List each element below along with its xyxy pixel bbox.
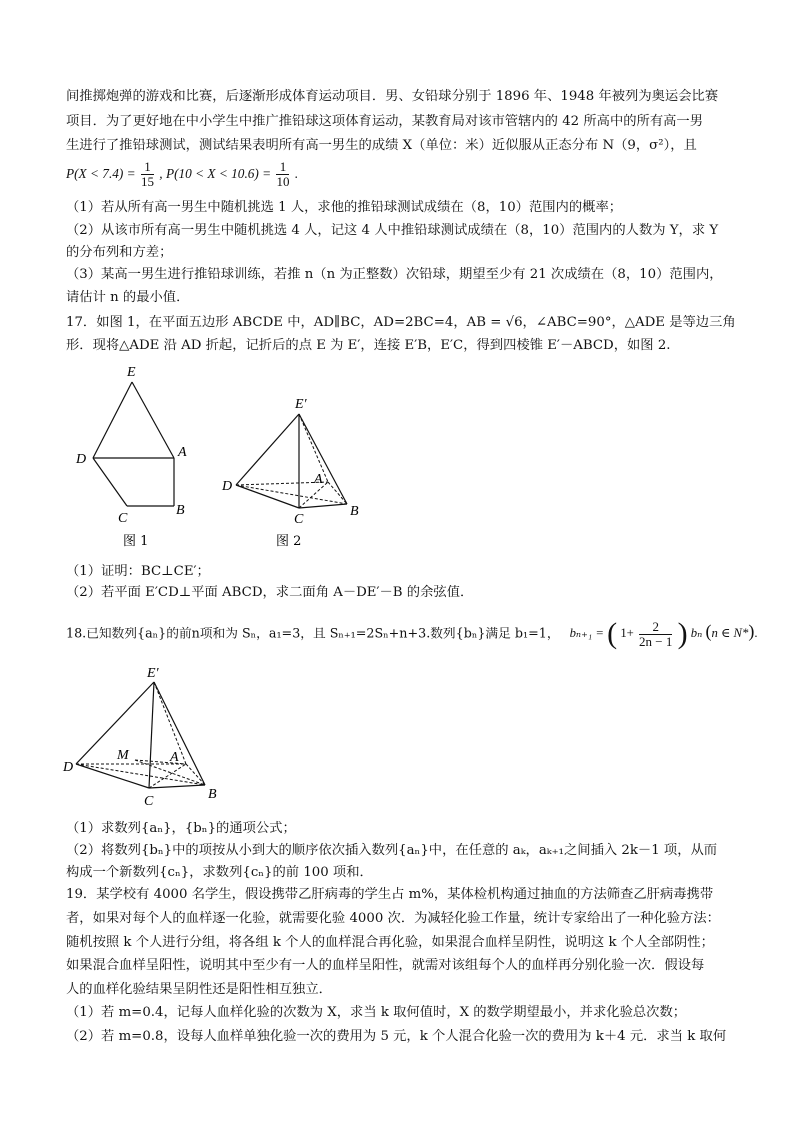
q19-line-1: 19．某学校有 4000 名学生，假设携带乙肝病毒的学生占 m%，某体检机构通过抽血的方法筛查乙肝病毒携带	[66, 887, 714, 902]
formula-p2-num: 1	[276, 160, 289, 175]
q17-sub-2: （2）若平面 E′CD⊥平面 ABCD，求二面角 A－DE′－B 的余弦值．	[66, 585, 474, 600]
q18-recurrence	[569, 617, 758, 651]
q18-paren-close: )	[677, 617, 688, 651]
fig3-label-m: M	[117, 748, 129, 763]
q16-sub-3: （3）某高一男生进行推铅球训练，若推 n（n 为正整数）次铅球，期望至少有 21 次成绩在（8，10）范围内，	[66, 267, 723, 282]
q18-formula-left: bₙ₊₁ =	[569, 626, 604, 641]
q17-figure-1	[70, 362, 200, 557]
fig3-label-b: B	[208, 787, 217, 802]
q18-figure	[60, 660, 230, 810]
q19-line-2: 者，如果对每个人的血样逐一化验，就需要化验 4000 次．为减轻化验工作量，统计专家给出了一种化验方法：	[66, 911, 720, 926]
q18-formula-right: bₙ	[690, 626, 703, 641]
formula-p1-fraction	[141, 160, 154, 189]
q18-text: 18.已知数列{aₙ}的前n项和为 Sₙ，a₁=3，且 Sₙ₊₁=2Sₙ+n+3.数列{bₙ}满足 b₁=1，	[66, 625, 560, 641]
q18-one-plus: 1+	[620, 626, 634, 641]
fig2-label-d: D	[222, 479, 233, 494]
q18-cond-close: )	[748, 621, 755, 642]
formula-p1-den: 15	[140, 174, 154, 190]
fig2-label-b: B	[350, 504, 359, 519]
q18-cond: n ∈ N*	[711, 626, 749, 641]
fig2-label-a: A	[314, 472, 323, 487]
q17-figure-2	[218, 392, 368, 557]
q18-statement	[66, 617, 758, 651]
formula-p1-num: 1	[141, 160, 154, 175]
q18-fraction	[639, 620, 672, 649]
q18-sub-2b: 构成一个新数列{cₙ}，求数列{cₙ}的前 100 项和．	[66, 865, 373, 880]
formula-p1-left: P(X < 7.4) =	[66, 166, 136, 181]
q16-line-2: 项目．为了更好地在中小学生中推广推铅球这项体育运动，某教育局对该市管辖内的 42 所高中的所有高一男	[66, 114, 704, 129]
fig3-label-c: C	[144, 794, 154, 809]
q16-sub-1: （1）若从所有高一男生中随机挑选 1 人，求他的推铅球测试成绩在（8，10）范围内的概率；	[66, 200, 623, 215]
fig3-label-a: A	[170, 750, 179, 765]
formula-end: .	[294, 166, 299, 181]
fig3-label-d: D	[63, 760, 74, 775]
fig1-caption: 图 1	[123, 534, 149, 549]
q17-line-1: 17．如图 1，在平面五边形 ABCDE 中，AD∥BC，AD=2BC=4，AB = √6，∠ABC=90°，△ADE 是等边三角	[66, 315, 736, 330]
q16-sub-2: （2）从该市所有高一男生中随机挑选 4 人，记这 4 人中推铅球测试成绩在（8，10）范围内的人数为 Y，求 Y	[66, 223, 719, 238]
q18-frac-den: 2n − 1	[639, 634, 673, 649]
q19-line-4: 如果混合血样呈阳性，说明其中至少有一人的血样呈阳性，就需对该组每个人的血样再分别化验一次．假设每	[66, 958, 705, 973]
q18-cond-open: (	[705, 621, 712, 642]
q19-sub-1: （1）若 m=0.4，记每人血样化验的次数为 X，求当 k 取何值时，X 的数学期望最小，并求化验总次数；	[66, 1005, 687, 1020]
fig1-label-e: E	[127, 365, 136, 380]
formula-p2-fraction	[276, 160, 289, 189]
q16-sub-3b: 请估计 n 的最小值．	[66, 290, 190, 305]
fig1-label-a: A	[178, 445, 187, 460]
q19-line-3: 随机按照 k 个人进行分组，将各组 k 个人的血样混合再化验，如果混合血样呈阴性，说明这 k 个人全部阴性；	[66, 935, 714, 950]
fig2-caption: 图 2	[276, 534, 302, 549]
q16-line-1: 间推掷炮弹的游戏和比赛，后逐渐形成体育运动项目．男、女铅球分别于 1896 年、1948 年被列为奥运会比赛	[66, 89, 719, 104]
q18-end: .	[754, 626, 758, 641]
formula-p2-left: , P(10 < X < 10.6) =	[159, 166, 272, 181]
fig1-label-c: C	[118, 511, 128, 526]
q19-sub-2: （2）若 m=0.8，设每人血样单独化验一次的费用为 5 元，k 个人混合化验一次的费用为 k＋4 元．求当 k 取何	[66, 1029, 727, 1044]
q16-formula	[66, 158, 298, 190]
formula-p2-den: 10	[276, 174, 290, 190]
fig2-label-e: E′	[295, 397, 307, 412]
q18-frac-num: 2	[639, 620, 672, 635]
fig3-label-e: E′	[147, 666, 159, 681]
q17-sub-1: （1）证明：BC⊥CE′；	[66, 564, 210, 579]
q16-line-3: 生进行了推铅球测试，测试结果表明所有高一男生的成绩 X（单位：米）近似服从正态分布 N（9，σ²），且	[66, 138, 697, 153]
q18-paren-open: (	[607, 617, 618, 651]
q18-sub-2: （2）将数列{bₙ}中的项按从小到大的顺序依次插入数列{aₙ}中，在任意的 aₖ，aₖ₊₁之间插入 2k－1 项，从而	[66, 843, 718, 858]
fig1-label-d: D	[76, 452, 87, 467]
q19-line-5: 人的血样化验结果呈阴性还是阳性相互独立．	[66, 982, 332, 997]
fig1-label-b: B	[176, 503, 185, 518]
fig2-label-c: C	[294, 512, 304, 527]
q18-sub-1: （1）求数列{aₙ}，{bₙ}的通项公式；	[66, 821, 296, 836]
q17-line-2: 形．现将△ADE 沿 AD 折起，记折后的点 E 为 E′，连接 E′B，E′C，得到四棱锥 E′－ABCD，如图 2.	[66, 338, 671, 353]
q16-sub-2b: 的分布列和方差；	[66, 245, 173, 260]
